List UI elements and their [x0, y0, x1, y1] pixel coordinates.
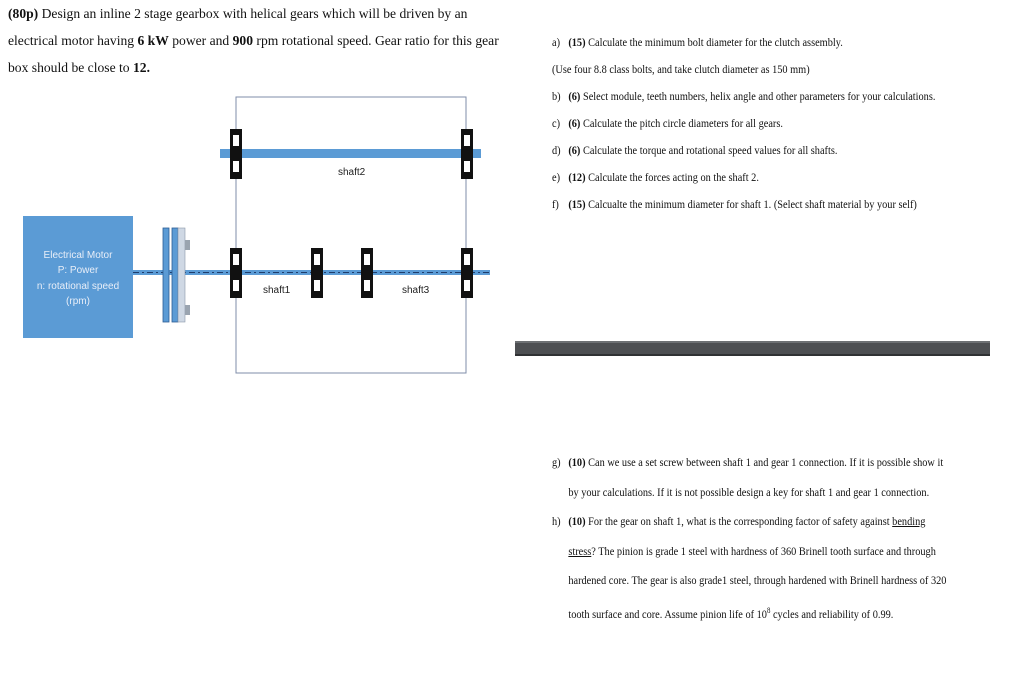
bearing-shaft3-right	[461, 248, 473, 298]
speed-value: 900	[232, 33, 254, 48]
questions-top	[552, 29, 935, 218]
question-f: f) (15) Calcualte the minimum diameter for shaft 1. (Select shaft material by your self)	[552, 197, 917, 211]
shaft2-label: shaft2	[338, 167, 366, 178]
shaft3-label: shaft3	[402, 285, 430, 296]
shaft1-label: shaft1	[263, 285, 291, 296]
bearing-shaft1-left	[230, 248, 242, 298]
points-label: (80p)	[8, 6, 39, 21]
bearing-shaft3-left	[361, 248, 373, 298]
question-g-line2: by your calculations. If it is not possible design a key for shaft 1 and gear 1 connection.	[568, 484, 930, 499]
shaft2-bar	[220, 149, 481, 158]
question-a: a) (15) Calculate the minimum bolt diameter for the clutch assembly.	[552, 35, 843, 49]
question-b: b) (6) Select module, teeth numbers, helix angle and other parameters for your calculations.	[552, 89, 936, 103]
motor-label-4: (rpm)	[66, 296, 90, 307]
bearing-shaft1-right	[311, 248, 323, 298]
separator-bar	[515, 341, 990, 356]
electric-motor	[23, 216, 133, 338]
question-d: d) (6) Calculate the torque and rotational speed values for all shafts.	[552, 143, 838, 157]
bearing-shaft2-right	[461, 129, 473, 179]
problem-statement: (80p) Design an inline 2 stage gearbox with helical gears which will be driven by an electrical motor having 6 kW power and 900 rpm rotational speed. Gear ratio for this gear box should be close to 12.	[8, 6, 499, 75]
questions-bottom	[552, 448, 946, 629]
motor-label-2: P: Power	[57, 265, 99, 276]
gearbox-housing	[236, 97, 466, 373]
motor-label-3: n: rotational speed	[36, 281, 120, 292]
question-h-line2: stress? The pinion is grade 1 steel with hardness of 360 Brinell tooth surface and through	[568, 543, 936, 558]
question-e: e) (12) Calculate the forces acting on the shaft 2.	[552, 170, 759, 184]
question-h: h) (10) For the gear on shaft 1, what is the corresponding factor of safety against bending	[552, 514, 926, 528]
question-c: c) (6) Calculate the pitch circle diameters for all gears.	[552, 116, 783, 130]
bearing-shaft2-left	[230, 129, 242, 179]
motor-label-1: Electrical Motor	[43, 250, 113, 261]
question-g: g) (10) Can we use a set screw between shaft 1 and gear 1 connection. If it is possible show it	[552, 455, 944, 469]
question-h-line4: tooth surface and core. Assume pinion life of $10^8$ cycles and reliability of 0.99.	[568, 605, 894, 621]
power-value: 6 kW	[137, 33, 169, 48]
ratio-value: 12.	[132, 60, 150, 75]
question-h-line3: hardened core. The gear is also grade1 steel, through hardened with Brinell hardness of 320	[568, 573, 947, 587]
question-a-note: (Use four 8.8 class bolts, and take clutch diameter as 150 mm)	[552, 62, 810, 76]
